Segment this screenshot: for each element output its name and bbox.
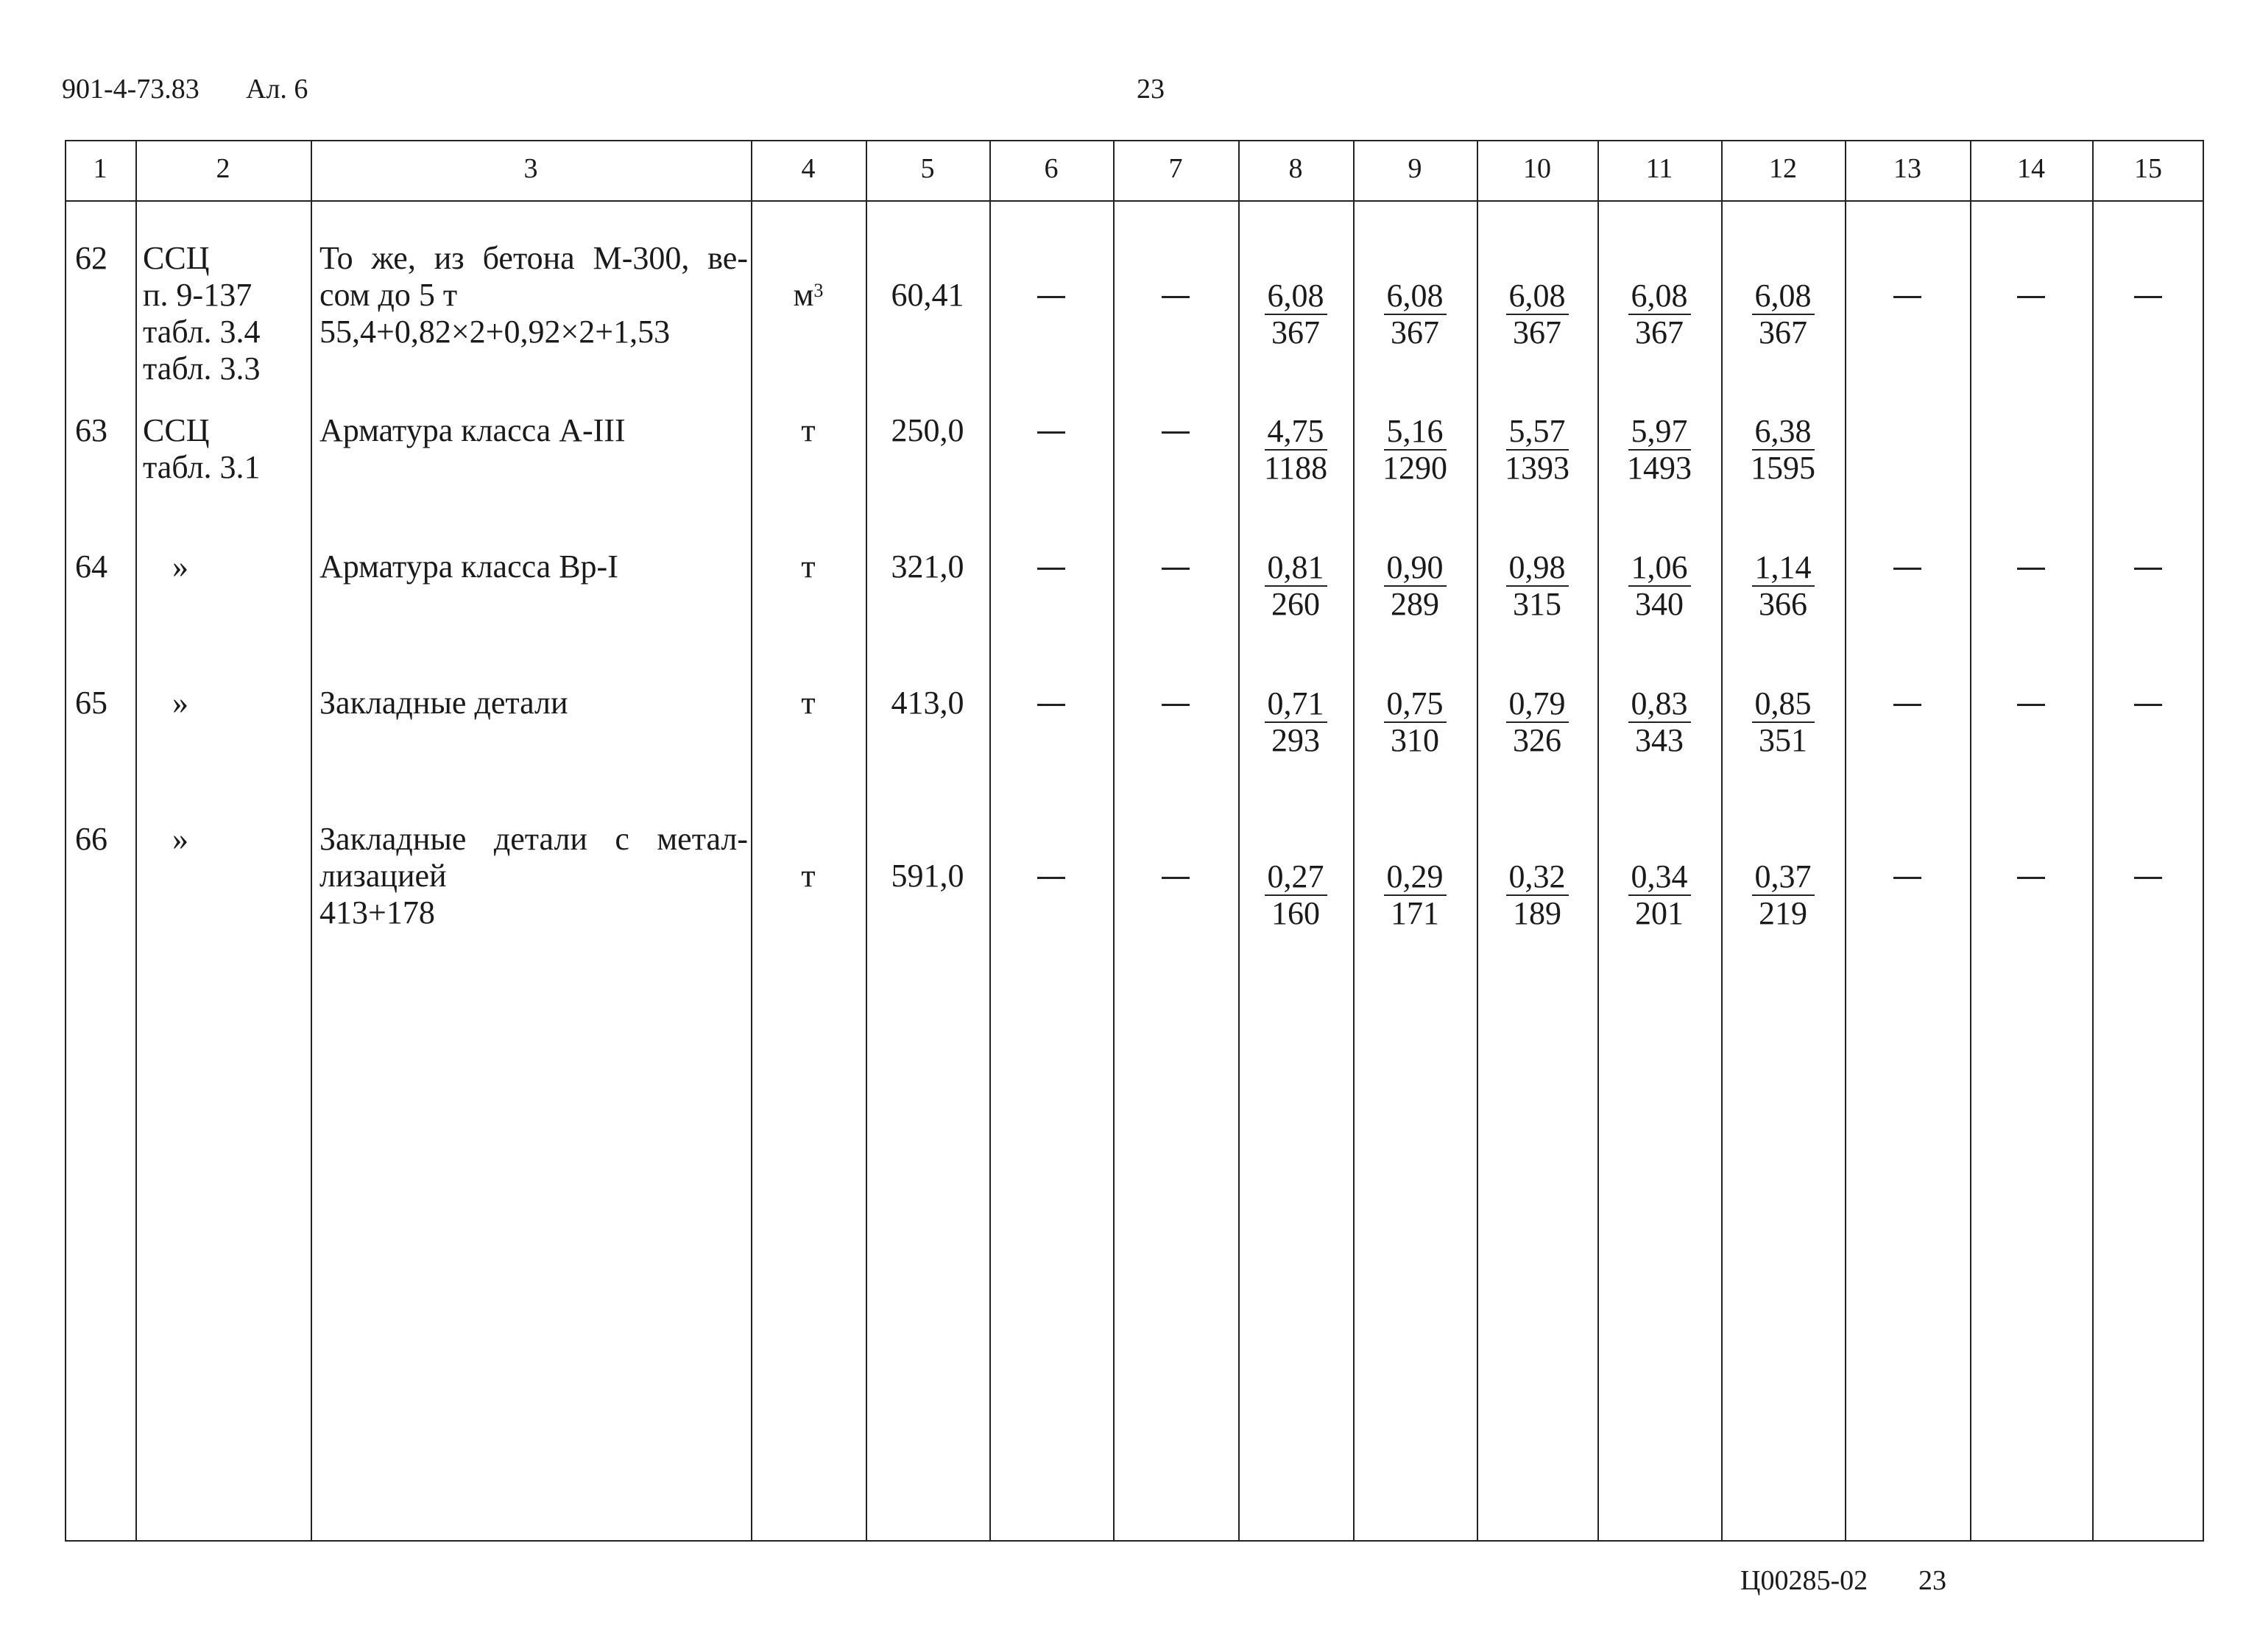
fraction-denominator: 293 — [1271, 722, 1320, 758]
column-number: 14 — [2017, 153, 2045, 184]
empty-dash — [2134, 296, 2162, 298]
unit-base: т — [801, 858, 816, 894]
unit — [751, 548, 866, 585]
description-line: 55,4+0,82×2+0,92×2+1,53 — [319, 314, 671, 350]
reference-line: табл. 3.4 — [143, 314, 261, 350]
base-price: 250,0 — [891, 412, 964, 448]
column-line — [866, 140, 867, 1542]
fraction-numerator: 0,27 — [1265, 859, 1327, 896]
column-line — [311, 140, 312, 1542]
fraction-denominator: 1493 — [1627, 450, 1692, 486]
reference-line: ССЦ — [143, 412, 210, 448]
fraction-denominator: 315 — [1513, 586, 1561, 622]
fraction-value — [1353, 278, 1477, 350]
fraction-value — [1597, 414, 1721, 486]
fraction-value — [1353, 550, 1477, 622]
fraction-numerator: 6,08 — [1752, 278, 1815, 315]
unit-base: т — [801, 685, 816, 721]
empty-dash — [2134, 877, 2162, 879]
fraction-denominator: 340 — [1635, 586, 1684, 622]
empty-dash — [1162, 568, 1190, 570]
fraction-value — [1353, 859, 1477, 931]
base-price: 413,0 — [891, 685, 964, 721]
unit-superscript: 3 — [813, 280, 824, 301]
footer-code: Ц00285-02 — [1740, 1565, 1868, 1596]
fraction-denominator: 367 — [1391, 314, 1439, 350]
empty-dash — [2134, 568, 2162, 570]
description-line: Арматура класса Вр-I — [319, 548, 618, 585]
empty-dash — [1037, 877, 1065, 879]
column-line — [1970, 140, 1971, 1542]
empty-dash — [2134, 704, 2162, 706]
base-price: 591,0 — [891, 858, 964, 894]
base-price: 60,41 — [891, 277, 964, 313]
column-number: 4 — [801, 153, 816, 184]
column-number: 10 — [1523, 153, 1551, 184]
reference-line: п. 9-137 — [143, 277, 253, 313]
fraction-value — [1353, 414, 1477, 486]
row-number: 66 — [75, 821, 107, 857]
fraction-numerator: 0,71 — [1265, 686, 1327, 723]
empty-dash — [1162, 431, 1190, 434]
fraction-numerator: 4,75 — [1265, 414, 1327, 451]
description-line: Арматура класса А-III — [319, 412, 626, 448]
unit-base: т — [801, 412, 816, 448]
unit — [751, 277, 866, 314]
reference-line: табл. 3.3 — [143, 350, 261, 386]
fraction-denominator: 367 — [1759, 314, 1807, 350]
reference-line: » — [172, 685, 188, 721]
empty-dash — [1162, 877, 1190, 879]
column-number: 3 — [523, 153, 538, 184]
footer-page-number: 23 — [1918, 1565, 1946, 1596]
base-price: 321,0 — [891, 548, 964, 585]
fraction-denominator: 171 — [1391, 895, 1439, 931]
empty-dash — [1037, 431, 1065, 434]
fraction-numerator: 6,08 — [1265, 278, 1327, 315]
fraction-denominator: 310 — [1391, 722, 1439, 758]
empty-dash — [2017, 704, 2045, 706]
fraction-value — [1238, 686, 1353, 758]
column-number: 5 — [920, 153, 935, 184]
fraction-value — [1477, 414, 1597, 486]
description-line: сом до 5 т — [319, 277, 458, 313]
column-number: 1 — [93, 153, 107, 184]
fraction-value — [1721, 859, 1845, 931]
row-number: 64 — [75, 548, 107, 585]
fraction-numerator: 6,08 — [1506, 278, 1569, 315]
empty-dash — [1037, 704, 1065, 706]
row-number: 65 — [75, 685, 107, 721]
column-line — [65, 140, 66, 1542]
fraction-denominator: 260 — [1271, 586, 1320, 622]
fraction-denominator: 1393 — [1505, 450, 1569, 486]
fraction-numerator: 0,34 — [1628, 859, 1691, 896]
table-border-top — [65, 140, 2204, 141]
fraction-numerator: 0,81 — [1265, 550, 1327, 587]
fraction-denominator: 367 — [1271, 314, 1320, 350]
estimate-table — [65, 140, 2204, 1542]
fraction-denominator: 326 — [1513, 722, 1561, 758]
empty-dash — [1893, 704, 1921, 706]
column-number: 7 — [1168, 153, 1183, 184]
document-code: 901-4-73.83 — [62, 74, 199, 105]
column-number: 6 — [1044, 153, 1059, 184]
fraction-numerator: 0,90 — [1384, 550, 1447, 587]
fraction-value — [1477, 686, 1597, 758]
fraction-value — [1238, 550, 1353, 622]
row-number: 62 — [75, 240, 107, 276]
fraction-value — [1477, 859, 1597, 931]
column-line — [751, 140, 752, 1542]
fraction-denominator: 1290 — [1383, 450, 1447, 486]
column-line — [989, 140, 991, 1542]
fraction-denominator: 367 — [1635, 314, 1684, 350]
fraction-numerator: 0,85 — [1752, 686, 1815, 723]
empty-dash — [1037, 568, 1065, 570]
reference-line: » — [172, 548, 188, 585]
reference-line: » — [172, 821, 188, 857]
fraction-denominator: 160 — [1271, 895, 1320, 931]
fraction-value — [1597, 686, 1721, 758]
column-number: 8 — [1288, 153, 1303, 184]
column-number: 13 — [1893, 153, 1921, 184]
unit — [751, 858, 866, 894]
fraction-denominator: 351 — [1759, 722, 1807, 758]
fraction-value — [1353, 686, 1477, 758]
column-number: 12 — [1769, 153, 1797, 184]
column-number: 11 — [1645, 153, 1673, 184]
fraction-numerator: 6,38 — [1752, 414, 1815, 451]
reference-line: ССЦ — [143, 240, 210, 276]
description-line: То же, из бетона М-300, ве- — [319, 240, 748, 276]
description-line: лизацией — [319, 858, 447, 894]
reference-line: табл. 3.1 — [143, 449, 261, 485]
fraction-value — [1597, 859, 1721, 931]
fraction-denominator: 366 — [1759, 586, 1807, 622]
sheet-label: Ал. 6 — [246, 74, 308, 105]
empty-dash — [1893, 296, 1921, 298]
fraction-value — [1721, 278, 1845, 350]
column-number: 2 — [216, 153, 230, 184]
fraction-value — [1597, 278, 1721, 350]
empty-dash — [1037, 296, 1065, 298]
fraction-denominator: 367 — [1513, 314, 1561, 350]
fraction-value — [1238, 414, 1353, 486]
fraction-numerator: 5,57 — [1506, 414, 1569, 451]
empty-dash — [2017, 877, 2045, 879]
column-number: 9 — [1408, 153, 1422, 184]
fraction-numerator: 0,79 — [1506, 686, 1569, 723]
fraction-numerator: 5,97 — [1628, 414, 1691, 451]
fraction-value — [1238, 859, 1353, 931]
column-number: 15 — [2134, 153, 2162, 184]
column-line — [2092, 140, 2094, 1542]
empty-dash — [1162, 296, 1190, 298]
unit — [751, 412, 866, 449]
fraction-denominator: 219 — [1759, 895, 1807, 931]
description-line: Закладные детали с метал- — [319, 821, 748, 857]
column-line — [1113, 140, 1115, 1542]
unit — [751, 685, 866, 721]
fraction-value — [1477, 278, 1597, 350]
table-border-bottom — [65, 1540, 2204, 1542]
fraction-value — [1597, 550, 1721, 622]
unit-base: т — [801, 548, 816, 585]
fraction-value — [1238, 278, 1353, 350]
column-line — [1845, 140, 1846, 1542]
empty-dash — [1893, 877, 1921, 879]
fraction-numerator: 0,98 — [1506, 550, 1569, 587]
fraction-value — [1721, 550, 1845, 622]
empty-dash — [1893, 568, 1921, 570]
fraction-value — [1721, 686, 1845, 758]
empty-dash — [1162, 704, 1190, 706]
fraction-value — [1477, 550, 1597, 622]
fraction-denominator: 201 — [1635, 895, 1684, 931]
row-number: 63 — [75, 412, 107, 448]
fraction-denominator: 343 — [1635, 722, 1684, 758]
header-separator — [65, 200, 2204, 202]
fraction-numerator: 6,08 — [1628, 278, 1691, 315]
fraction-numerator: 0,83 — [1628, 686, 1691, 723]
description-line: Закладные детали — [319, 685, 568, 721]
fraction-denominator: 1595 — [1751, 450, 1815, 486]
empty-dash — [2017, 568, 2045, 570]
fraction-numerator: 0,32 — [1506, 859, 1569, 896]
fraction-numerator: 0,37 — [1752, 859, 1815, 896]
empty-dash — [2017, 296, 2045, 298]
fraction-numerator: 5,16 — [1384, 414, 1447, 451]
fraction-numerator: 0,75 — [1384, 686, 1447, 723]
fraction-numerator: 6,08 — [1384, 278, 1447, 315]
unit-base: м — [793, 277, 814, 313]
column-line — [2203, 140, 2204, 1542]
fraction-numerator: 0,29 — [1384, 859, 1447, 896]
description-line: 413+178 — [319, 894, 435, 931]
page-number-top: 23 — [1137, 74, 1165, 105]
fraction-denominator: 289 — [1391, 586, 1439, 622]
fraction-numerator: 1,14 — [1752, 550, 1815, 587]
fraction-denominator: 1188 — [1263, 450, 1328, 486]
fraction-numerator: 1,06 — [1628, 550, 1691, 587]
fraction-denominator: 189 — [1513, 895, 1561, 931]
fraction-value — [1721, 414, 1845, 486]
column-line — [135, 140, 137, 1542]
